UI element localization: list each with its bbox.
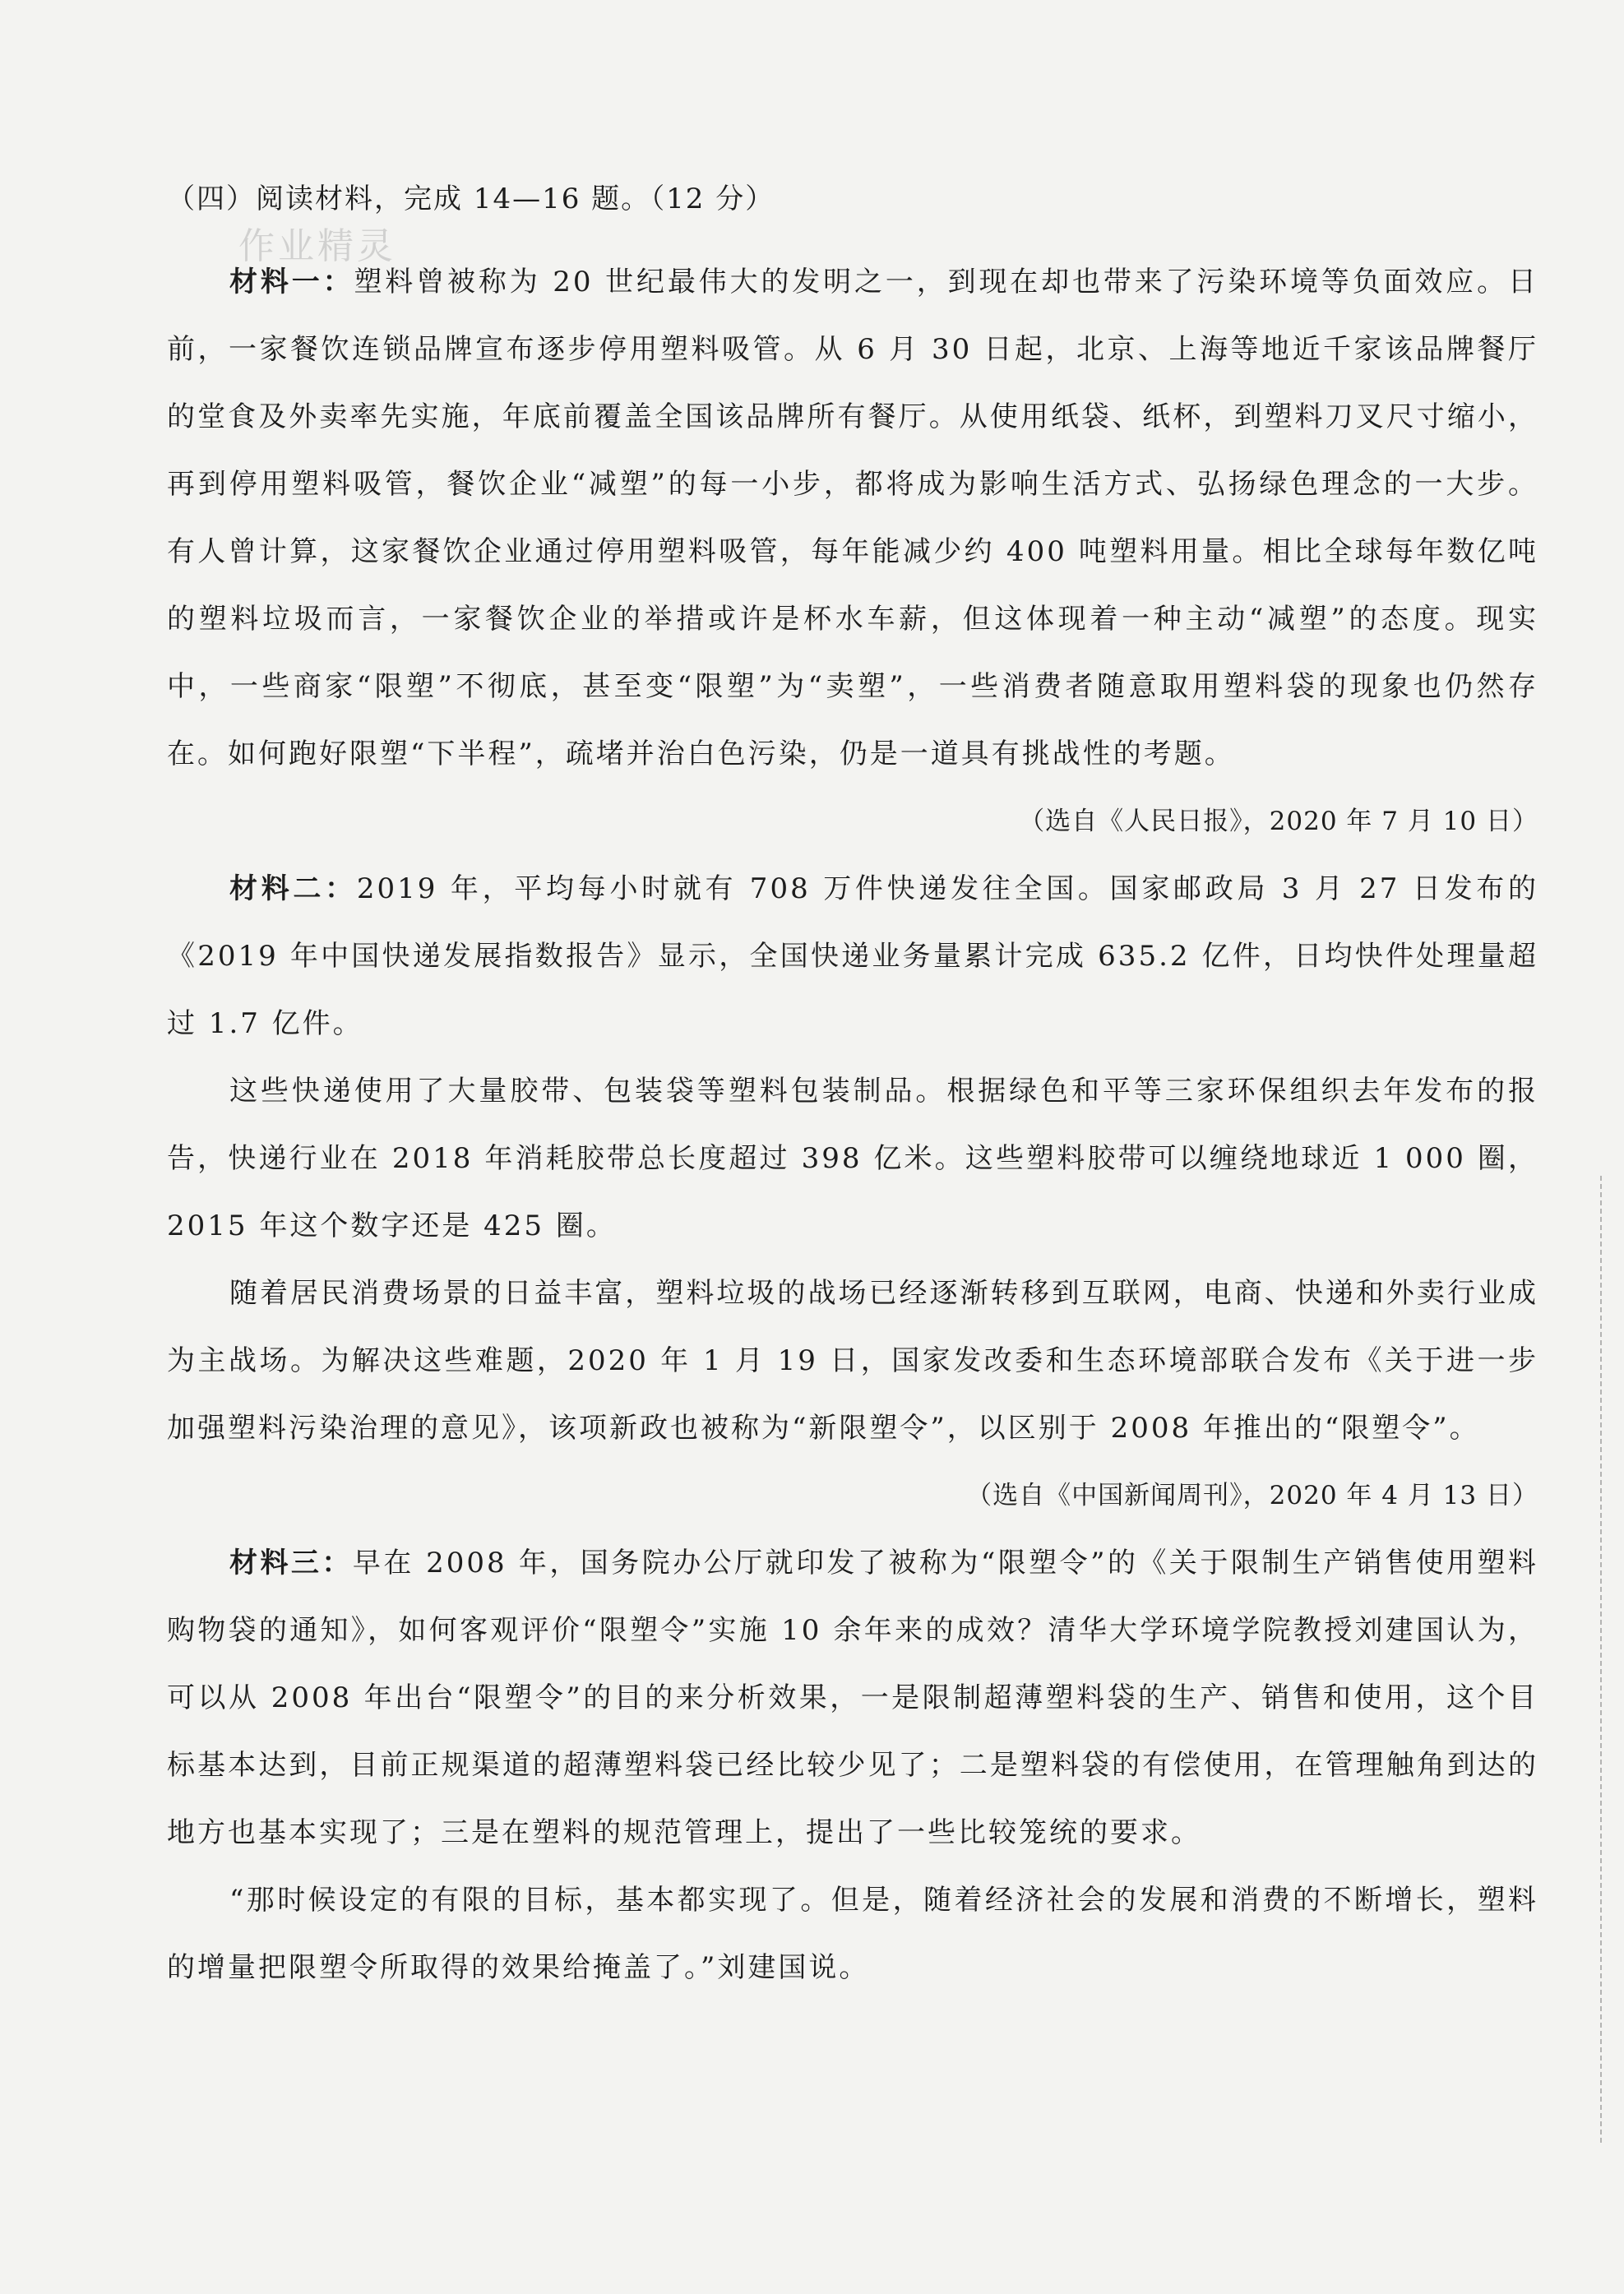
material-3-text-1: 早在 2008 年，国务院办公厅就印发了被称为“限塑令”的《关于限制生产销售使用塑料购物袋的通知》，如何客观评价“限塑令”实施 10 余年来的成效？清华大学环境学院教授刘建国认为，可以从 2008 年出台“限塑令”的目的来分析效果，一是限制超薄塑料袋的生产、销售和使用，这个目标基本达到，目前正规渠道的超薄塑料袋已经比较少见了；二是塑料袋的有偿使用，在管理触角到达的地方也基本实现了；三是在塑料的规范管理上，提出了一些比较笼统的要求。 <box>167 1547 1539 1849</box>
material-2-paragraph-3: 随着居民消费场景的日益丰富，塑料垃圾的战场已经逐渐转移到互联网，电商、快递和外卖行业成为主战场。为解决这些难题，2020 年 1 月 19 日，国家发改委和生态环境部联合发布《关于进一步加强塑料污染治理的意见》，该项新政也被称为“新限塑令”，以区别于 2008 年推出的“限塑令”。 <box>167 1277 1538 1445</box>
material-3-paragraph-1 <box>167 1529 1538 1866</box>
material-1-source: （选自《人民日报》，2020 年 7 月 10 日） <box>1019 807 1538 836</box>
section-heading: （四）阅读材料，完成 14—16 题。（12 分） <box>167 183 775 215</box>
material-1-label: 材料一： <box>229 266 354 298</box>
material-2-source: （选自《中国新闻周刊》，2020 年 4 月 13 日） <box>966 1481 1538 1510</box>
material-2-paragraph-1 <box>167 855 1538 1057</box>
material-3-label: 材料三： <box>229 1547 353 1579</box>
reading-passage <box>167 183 1538 2001</box>
watermark: 作业精灵 <box>238 225 396 267</box>
margin-rule <box>1600 1176 1602 2146</box>
material-3-paragraph-2: “那时候设定的有限的目标，基本都实现了。但是，随着经济社会的发展和消费的不断增长，塑料的增量把限塑令所取得的效果给掩盖了。”刘建国说。 <box>167 1884 1538 1984</box>
material-2-label: 材料二： <box>229 872 357 905</box>
material-1-text: 塑料曾被称为 20 世纪最伟大的发明之一，到现在却也带来了污染环境等负面效应。日前，一家餐饮连锁品牌宣布逐步停用塑料吸管。从 6 月 30 日起，北京、上海等地近千家该品牌餐厅的堂食及外卖率先实施，年底前覆盖全国该品牌所有餐厅。从使用纸袋、纸杯，到塑料刀叉尺寸缩小，再到停用塑料吸管，餐饮企业“减塑”的每一小步，都将成为影响生活方式、弘扬绿色理念的一大步。有人曾计算，这家餐饮企业通过停用塑料吸管，每年能减少约 400 吨塑料用量。相比全球每年数亿吨的塑料垃圾而言，一家餐饮企业的举措或许是杯水车薪，但这体现着一种主动“减塑”的态度。现实中，一些商家“限塑”不彻底，甚至变“限塑”为“卖塑”，一些消费者随意取用塑料袋的现象也仍然存在。如何跑好限塑“下半程”，疏堵并治白色污染，仍是一道具有挑战性的考题。 <box>167 266 1538 770</box>
material-1-paragraph <box>167 248 1538 788</box>
material-2-paragraph-2: 这些快递使用了大量胶带、包装袋等塑料包装制品。根据绿色和平等三家环保组织去年发布的报告，快递行业在 2018 年消耗胶带总长度超过 398 亿米。这些塑料胶带可以缠绕地球近 1 000 圈，2015 年这个数字还是 425 圈。 <box>167 1075 1538 1242</box>
material-2-text-1: 2019 年，平均每小时就有 708 万件快递发往全国。国家邮政局 3 月 27 日发布的《2019 年中国快递发展指数报告》显示，全国快递业务量累计完成 635.2 亿件，日均快件处理量超过 1.7 亿件。 <box>167 872 1538 1040</box>
